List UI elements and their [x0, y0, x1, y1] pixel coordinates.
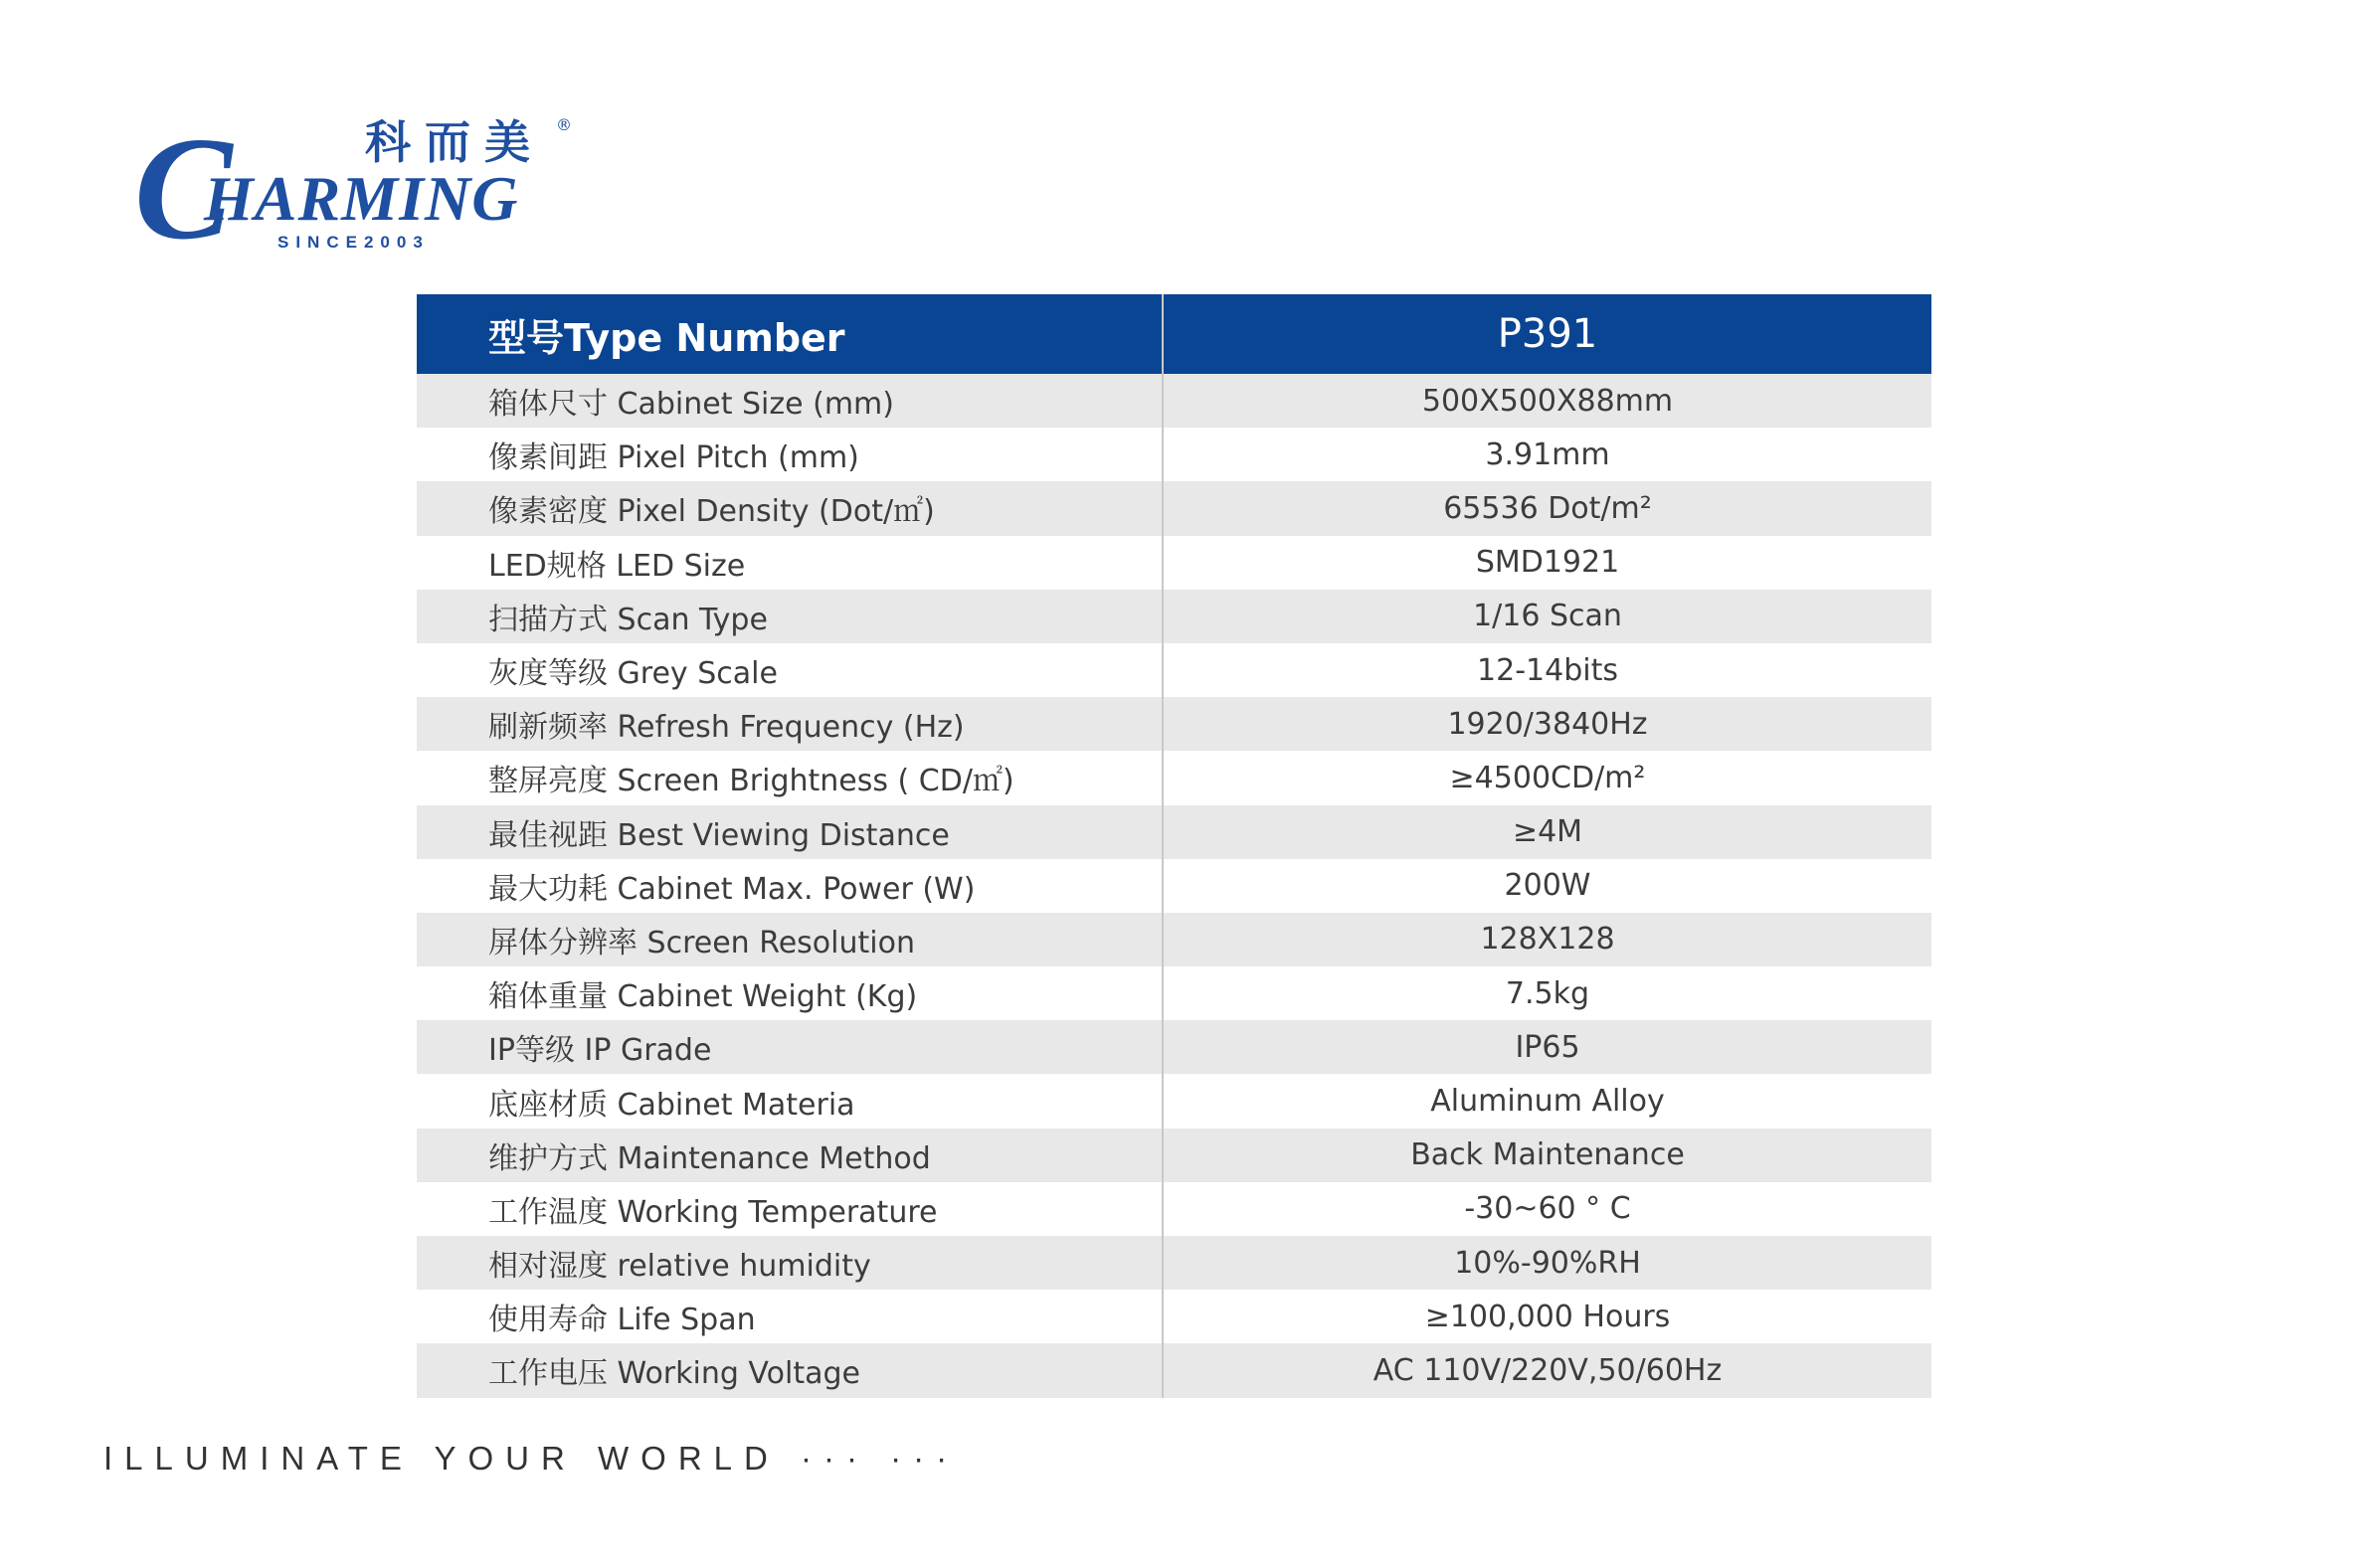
table-row: [417, 1236, 1931, 1290]
table-row: [417, 697, 1931, 751]
param-value: ≥4M: [1163, 805, 1931, 859]
param-value: SMD1921: [1163, 536, 1931, 590]
table-row: [417, 1020, 1931, 1074]
param-value: IP65: [1163, 1020, 1931, 1074]
param-label: 工作温度 Working Temperature: [417, 1182, 1163, 1236]
param-label: 工作电压 Working Voltage: [417, 1343, 1163, 1397]
param-label: IP等级 IP Grade: [417, 1020, 1163, 1074]
param-label: 维护方式 Maintenance Method: [417, 1129, 1163, 1182]
registered-mark: ®: [556, 115, 572, 134]
table-row: [417, 481, 1931, 535]
param-label: 箱体重量 Cabinet Weight (Kg): [417, 966, 1163, 1020]
logo-big-letter: C: [134, 107, 229, 270]
table-header-row: [417, 294, 1931, 374]
table-row: [417, 1074, 1931, 1128]
param-value: 1920/3840Hz: [1163, 697, 1931, 751]
param-value: -30~60 ° C: [1163, 1182, 1931, 1236]
param-value: 65536 Dot/m²: [1163, 481, 1931, 535]
param-label: 扫描方式 Scan Type: [417, 590, 1163, 643]
table-row: [417, 913, 1931, 966]
table-row: [417, 805, 1931, 859]
param-value: Aluminum Alloy: [1163, 1074, 1931, 1128]
table-row: [417, 374, 1931, 428]
table-row: [417, 1182, 1931, 1236]
table-row: [417, 1343, 1931, 1397]
param-label: 使用寿命 Life Span: [417, 1290, 1163, 1343]
param-label: 刷新频率 Refresh Frequency (Hz): [417, 697, 1163, 751]
param-label: LED规格 LED Size: [417, 536, 1163, 590]
param-label: 屏体分辨率 Screen Resolution: [417, 913, 1163, 966]
header-param-label: 型号Type Number: [417, 294, 1163, 374]
table-row: [417, 590, 1931, 643]
param-label: 底座材质 Cabinet Materia: [417, 1074, 1163, 1128]
param-label: 箱体尺寸 Cabinet Size (mm): [417, 374, 1163, 428]
table-row: [417, 751, 1931, 804]
header-model-value: P391: [1163, 294, 1931, 374]
param-value: 3.91mm: [1163, 428, 1931, 481]
param-value: 500X500X88mm: [1163, 374, 1931, 428]
param-label: 灰度等级 Grey Scale: [417, 643, 1163, 697]
param-value: 12-14bits: [1163, 643, 1931, 697]
param-value: AC 110V/220V,50/60Hz: [1163, 1343, 1931, 1397]
brand-logo: [134, 107, 592, 270]
table-row: [417, 1129, 1931, 1182]
slogan: ILLUMINATE YOUR WORLD ··· ···: [103, 1440, 960, 1477]
table-row: [417, 643, 1931, 697]
param-value: 10%-90%RH: [1163, 1236, 1931, 1290]
param-label: 最大功耗 Cabinet Max. Power (W): [417, 859, 1163, 913]
param-value: 7.5kg: [1163, 966, 1931, 1020]
table-row: [417, 1290, 1931, 1343]
param-label: 相对湿度 relative humidity: [417, 1236, 1163, 1290]
param-label: 像素间距 Pixel Pitch (mm): [417, 428, 1163, 481]
table-row: [417, 859, 1931, 913]
param-label: 整屏亮度 Screen Brightness ( CD/㎡): [417, 751, 1163, 804]
param-value: ≥4500CD/m²: [1163, 751, 1931, 804]
param-value: 128X128: [1163, 913, 1931, 966]
param-value: Back Maintenance: [1163, 1129, 1931, 1182]
table-row: [417, 966, 1931, 1020]
logo-wordmark: HARMING: [204, 163, 519, 234]
table-row: [417, 428, 1931, 481]
logo-chinese-name: 科而美: [365, 115, 544, 169]
spec-table: [417, 294, 1931, 1398]
param-value: ≥100,000 Hours: [1163, 1290, 1931, 1343]
logo-since: SINCE2003: [277, 233, 430, 252]
param-value: 1/16 Scan: [1163, 590, 1931, 643]
param-label: 最佳视距 Best Viewing Distance: [417, 805, 1163, 859]
param-label: 像素密度 Pixel Density (Dot/㎡): [417, 481, 1163, 535]
param-value: 200W: [1163, 859, 1931, 913]
table-row: [417, 536, 1931, 590]
